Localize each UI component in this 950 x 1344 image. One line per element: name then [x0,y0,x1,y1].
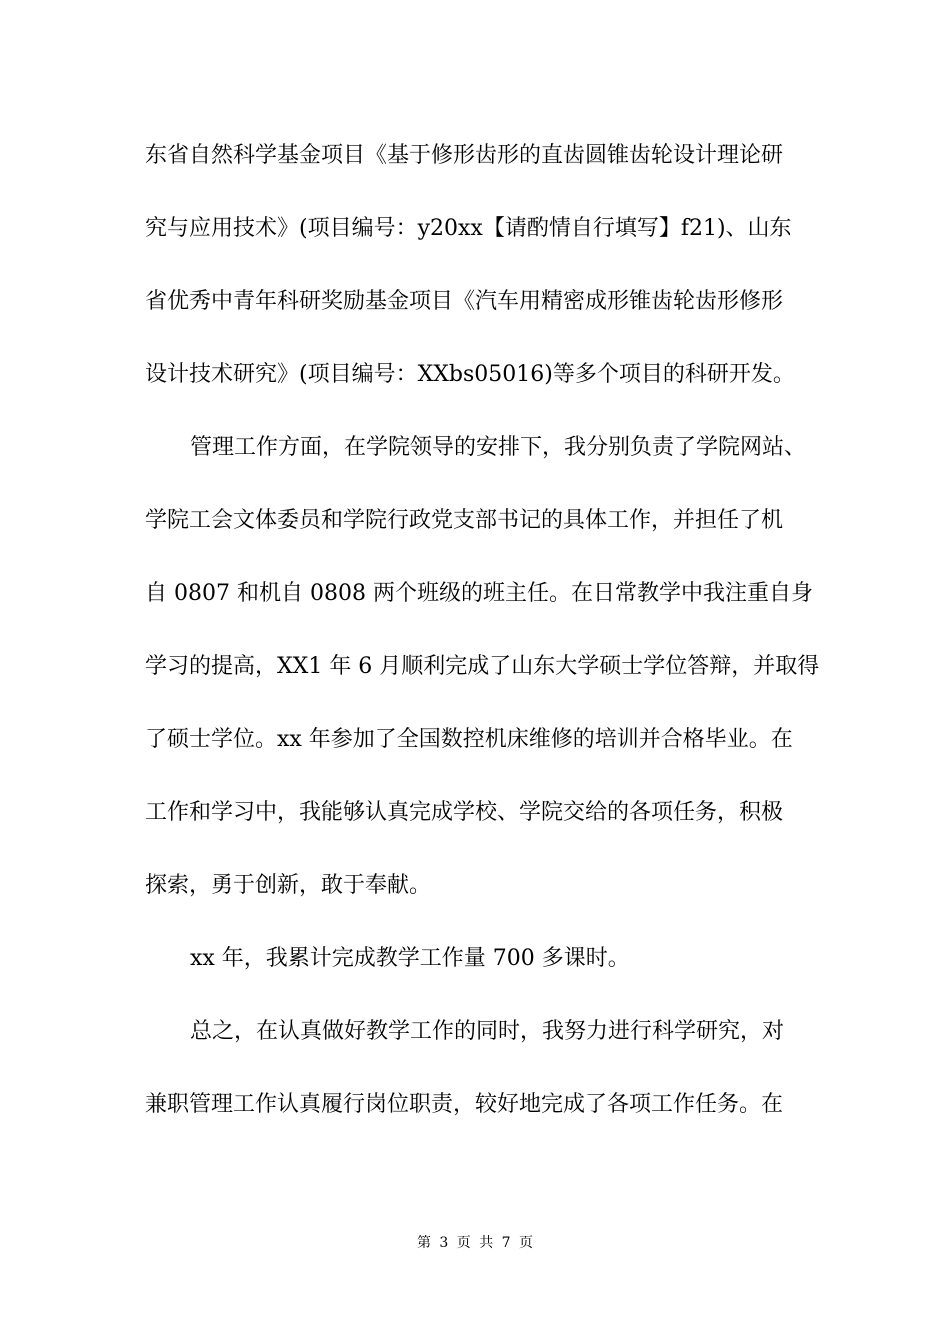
body-text-line: 工作和学习中，我能够认真完成学校、学院交给的各项任务，积极 [145,800,784,825]
paragraph-first-line: 总之，在认真做好教学工作的同时，我努力进行科学研究，对 [190,1019,785,1044]
body-text-line: 了硕士学位。xx 年参加了全国数控机床维修的培训并合格毕业。在 [145,727,793,752]
page-number-footer: 第 3 页 共 7 页 [416,1235,534,1251]
body-text-line: 学习的提高，XX1 年 6 月顺利完成了山东大学硕士学位答辩，并取得 [145,654,820,679]
body-text-line: 东省自然科学基金项目《基于修形齿形的直齿圆锥齿轮设计理论研 [145,143,784,168]
paragraph-first-line: xx 年，我累计完成教学工作量 700 多课时。 [190,946,630,971]
body-text-line: 省优秀中青年科研奖励基金项目《汽车用精密成形锥齿轮齿形修形 [145,289,784,314]
body-text-line: 自 0807 和机自 0808 两个班级的班主任。在日常教学中我注重自身 [145,581,813,606]
body-text-line: 设计技术研究》(项目编号：XXbs05016)等多个项目的科研开发。 [145,362,795,387]
body-text-line: 究与应用技术》(项目编号：y20xx【请酌情自行填写】f21)、山东 [145,216,792,241]
body-text-line: 探索，勇于创新，敢于奉献。 [145,873,432,898]
body-text-line: 学院工会文体委员和学院行政党支部书记的具体工作，并担任了机 [145,508,784,533]
body-text-line: 兼职管理工作认真履行岗位职责，较好地完成了各项工作任务。在 [145,1092,784,1117]
paragraph-first-line: 管理工作方面，在学院领导的安排下，我分别负责了学院网站、 [190,435,807,460]
